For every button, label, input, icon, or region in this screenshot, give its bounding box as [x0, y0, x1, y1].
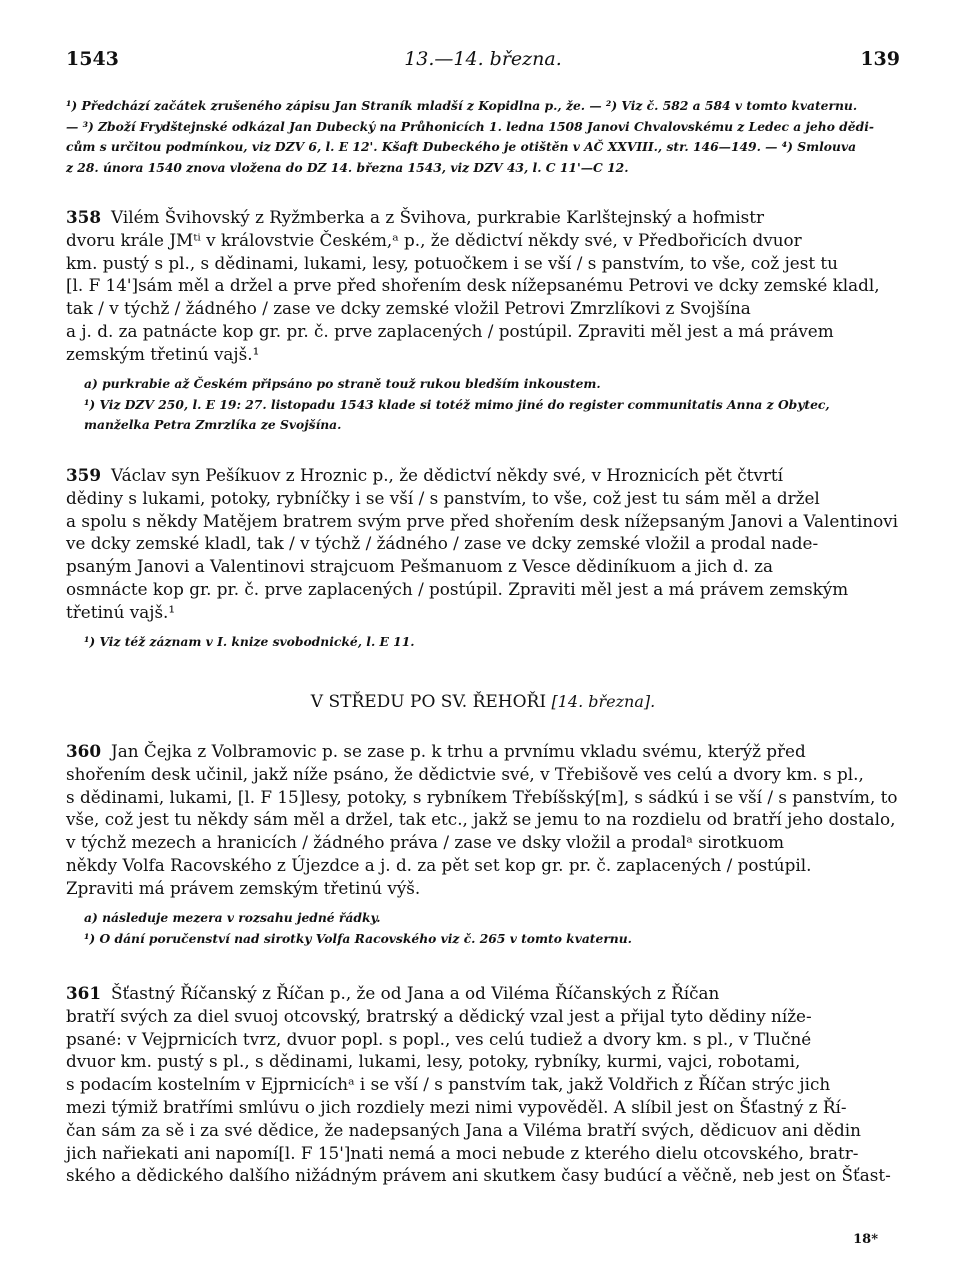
entry-text: Vilém Švihovský z Ryžmberka a z Švihova, purkrabie Karlštejnský a hofmistr	[111, 207, 765, 227]
entry-text: Jan Čejka z Volbramovic p. se zase p. k trhu a prvnímu vkladu svému, kterýž před	[111, 741, 806, 761]
entry-line: s podacím kostelním v Ejprnicíchᵃ i se vší / s panstvím tak, jakž Voldřich z Říčan strýc jich	[66, 1074, 831, 1095]
entry-358-notes	[84, 374, 900, 436]
note-line: manželka Petra Zmrzlíka ze Svojšína.	[84, 417, 342, 432]
entry-line: psaným Janovi a Valentinovi strajcuom Pešmanuom z Vesce dědiníkuom a jich d. za	[66, 556, 774, 577]
entry-text: Šťastný Říčanský z Říčan p., že od Jana a od Viléma Říčanských z Říčan	[111, 983, 720, 1003]
entry-358	[66, 206, 900, 366]
footnote-line: ¹) Předchází začátek zrušeného zápisu Jan Straník mladší z Kopidlna p., že. — ²) Viz č. 582 a 584 v tomto kvaternu.	[66, 98, 858, 113]
signature-mark: 18*	[853, 1232, 878, 1247]
entry-line	[66, 982, 900, 1005]
entry-line: bratří svých za diel svuoj otcovský, bratrský a dědický vzal jest a přijal tyto dědiny níže-	[66, 1005, 812, 1026]
entry-line: s dědinami, lukami, [l. F 15]lesy, potoky, s rybníkem Třebíšský[m], s sádkú i se vší / s panstvím, to	[66, 786, 898, 807]
footnote-line: — ³) Zboží Frydštejnské odkázal Jan Dubecký na Průhonicích 1. ledna 1508 Janovi Chvalovskému z Ledec a jeho dědi-	[66, 118, 874, 134]
entry-line: někdy Volfa Racovského z Újezdce a j. d. za pět set kop gr. pr. č. zaplacených / postúpil.	[66, 854, 812, 875]
entry-line	[66, 740, 900, 763]
entry-line: tak / v týchž / žádného / zase ve dcky zemské vložil Petrovi Zmrzlíkovi z Svojšína	[66, 298, 751, 319]
header-date: 13.—14. března.	[404, 48, 562, 70]
note-line: ¹) O dání poručenství nad sirotky Volfa Racovského viz č. 265 v tomto kvaternu.	[84, 930, 632, 946]
entry-359-notes	[84, 632, 900, 653]
top-footnotes	[66, 96, 900, 178]
section-heading-main: V STŘEDU PO SV. ŘEHOŘI	[310, 692, 547, 712]
footnote-line: cům s určitou podmínkou, viz DZV 6, l. E 12'. Kšaft Dubeckého je otištěn v AČ XXVIII., str. 146—149. — ⁴) Smlouva	[66, 139, 857, 154]
footnote-line: z 28. února 1540 znova vložena do DZ 14. března 1543, viz DZV 43, l. C 11'—C 12.	[66, 159, 629, 175]
entry-line: ve dcky zemské kladl, tak / v týchž / žádného / zase ve dcky zemské vložil a prodal nade-	[66, 533, 819, 554]
entry-line: jich nařiekati ani napomí[l. F 15']nati nemá a moci nebude z kterého dielu otcovského, bratr-	[66, 1142, 859, 1163]
entry-line: v týchž mezech a hranicích / žádného práva / zase ve dsky vložil a prodalᵃ sirotkuom	[66, 832, 785, 853]
entry-line: dvoru krále JMᵗⁱ v královstvie Českém,ᵃ p., že dědictví někdy své, v Předbořicích dvuor	[66, 229, 802, 250]
entry-line: [l. F 14']sám měl a držel a prve před shořením desk nížepsanému Petrovi ve dcky zemské kladl,	[66, 275, 880, 296]
header-year: 1543	[66, 48, 119, 70]
entry-line: a spolu s někdy Matějem bratrem svým prve před shořením desk nížepsaným Janovi a Valentinovi	[66, 510, 899, 531]
entry-number: 358	[66, 207, 102, 227]
entry-line	[66, 206, 900, 229]
entry-line	[66, 464, 900, 487]
entry-number: 359	[66, 465, 102, 485]
entry-line: shořením desk učinil, jakž níže psáno, že dědictvie své, v Třebišově ves celú a dvory km. s pl.,	[66, 763, 864, 784]
entry-text: Václav syn Pešíkuov z Hroznic p., že dědictví někdy své, v Hroznicích pět čtvrtí	[111, 465, 783, 485]
page-number: 139	[860, 48, 900, 70]
note-line: a) purkrabie až Českém připsáno po straně touž rukou bledším inkoustem.	[84, 376, 601, 391]
entry-line: Zpraviti má právem zemským třetinú výš.	[66, 877, 421, 898]
entry-line: psané: v Vejprnicích tvrz, dvuor popl. s popl., ves celú tudiež a dvory km. s pl., v Tlučné	[66, 1028, 812, 1049]
entry-line: vše, což jest tu někdy sám měl a držel, tak etc., jakž se jemu to na rozdielu od bratří jeho dostalo,	[66, 809, 896, 830]
entry-360	[66, 740, 900, 900]
page-header	[66, 48, 900, 78]
entry-359	[66, 464, 900, 624]
entry-line: zemským třetinú vajš.¹	[66, 343, 260, 364]
entry-line: km. pustý s pl., s dědinami, lukami, lesy, potuočkem i se vší / s panstvím, to vše, což jest tu	[66, 252, 838, 273]
entry-line: osmnácte kop gr. pr. č. prve zaplacených / postúpil. Zpraviti měl jest a má právem zemským	[66, 578, 849, 599]
note-line: ¹) Viz též záznam v I. knize svobodnické, l. E 11.	[84, 634, 415, 649]
entry-number: 360	[66, 741, 102, 761]
entry-line: dědiny s lukami, potoky, rybníčky i se vší / s panstvím, to vše, což jest tu sám měl a držel	[66, 487, 820, 508]
entry-line: dvuor km. pustý s pl., s dědinami, lukami, lesy, potoky, rybníky, kurmi, vajci, robotami,	[66, 1051, 801, 1072]
entry-361	[66, 982, 900, 1187]
note-line: a) následuje mezera v rozsahu jedné řádky.	[84, 910, 381, 925]
section-heading-date: [14. března].	[551, 692, 656, 711]
entry-number: 361	[66, 983, 102, 1003]
entry-line: a j. d. za patnácte kop gr. pr. č. prve zaplacených / postúpil. Zpraviti měl jest a má právem	[66, 320, 834, 341]
entry-line: třetinú vajš.¹	[66, 601, 176, 622]
entry-line: mezi týmiž bratřími smlúvu o jich rozdiely mezi nimi vypověděl. A slíbil jest on Šťastný z Ří-	[66, 1096, 847, 1117]
entry-360-notes	[84, 908, 900, 949]
entry-line: čan sám za sě i za své dědice, že nadepsaných Jana a Viléma bratří svých, dědicuov ani dědin	[66, 1119, 861, 1140]
section-heading	[66, 692, 900, 712]
note-line: ¹) Viz DZV 250, l. E 19: 27. listopadu 1543 klade si totéž mimo jiné do register communitatis Anna z Obytec,	[84, 396, 830, 412]
entry-line: ského a dědického dalšího nižádným právem ani skutkem časy budúcí a věčně, neb jest on Šťast-	[66, 1165, 891, 1186]
